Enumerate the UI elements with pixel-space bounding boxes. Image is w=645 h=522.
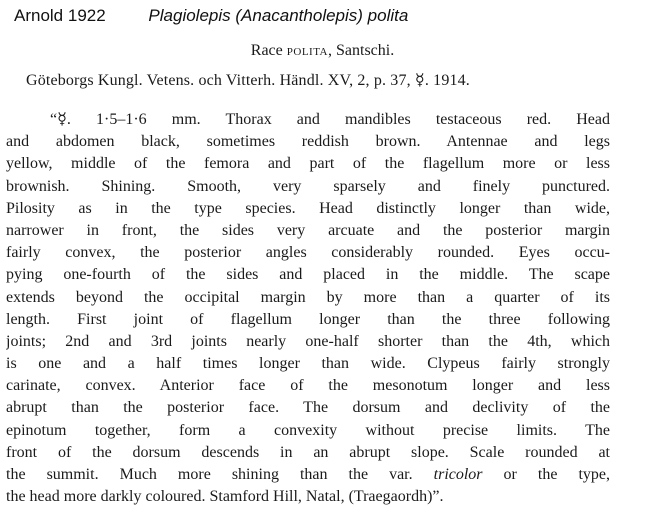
line-text: the summit. Much more shining than the var. — [6, 466, 434, 483]
description-line: brownish. Shining. Smooth, very sparsely and finely punctured. — [6, 177, 610, 195]
author-year: Arnold 1922 — [14, 6, 106, 25]
document-header — [14, 6, 408, 26]
race-suffix: , Santschi. — [328, 42, 395, 59]
description-line: epinotum together, form a convexity without precise limits. The — [6, 421, 610, 439]
description-line: fairly convex, the posterior angles considerably rounded. Eyes occu- — [6, 244, 610, 262]
variety-name: tricolor — [433, 466, 483, 483]
race-heading — [0, 42, 645, 60]
taxon-name: Plagiolepis (Anacantholepis) polita — [148, 6, 409, 25]
description-last-line: the head more darkly coloured. Stamford Hill, Natal, (Traegaordh)”. — [6, 488, 444, 506]
description-line: joints; 2nd and 3rd joints nearly one-half shorter than the 4th, which — [6, 332, 610, 350]
description-line: is one and a half times longer than wide. Clypeus fairly strongly — [6, 355, 610, 373]
species-description — [6, 109, 610, 508]
description-line: carinate, convex. Anterior face of the mesonotum longer and less — [6, 377, 610, 395]
race-prefix: Race — [250, 42, 287, 59]
description-line: extends beyond the occipital margin by more than a quarter of its — [6, 288, 610, 306]
description-line: length. First joint of flagellum longer than the three following — [6, 310, 610, 328]
description-line: and abdomen black, sometimes reddish brown. Antennae and legs — [6, 133, 610, 151]
line-text: or the type, — [482, 466, 610, 483]
description-line: “☿. 1·5–1·6 mm. Thorax and mandibles testaceous red. Head — [50, 111, 610, 128]
description-line: Pilosity as in the type species. Head distinctly longer than wide, — [6, 199, 610, 217]
description-line: narrower in front, the sides very arcuate and the posterior margin — [6, 221, 610, 239]
citation-line: Göteborgs Kungl. Vetens. och Vitterh. Händl. XV, 2, p. 37, ☿. 1914. — [26, 72, 470, 89]
description-line — [6, 464, 610, 486]
race-name: polita — [286, 42, 328, 59]
description-line: yellow, middle of the femora and part of the flagellum more or less — [6, 155, 610, 173]
description-line: front of the dorsum descends in an abrupt slope. Scale rounded at — [6, 443, 610, 461]
description-line: pying one-fourth of the sides and placed in the middle. The scape — [6, 266, 610, 284]
description-line: abrupt than the posterior face. The dorsum and declivity of the — [6, 399, 610, 417]
